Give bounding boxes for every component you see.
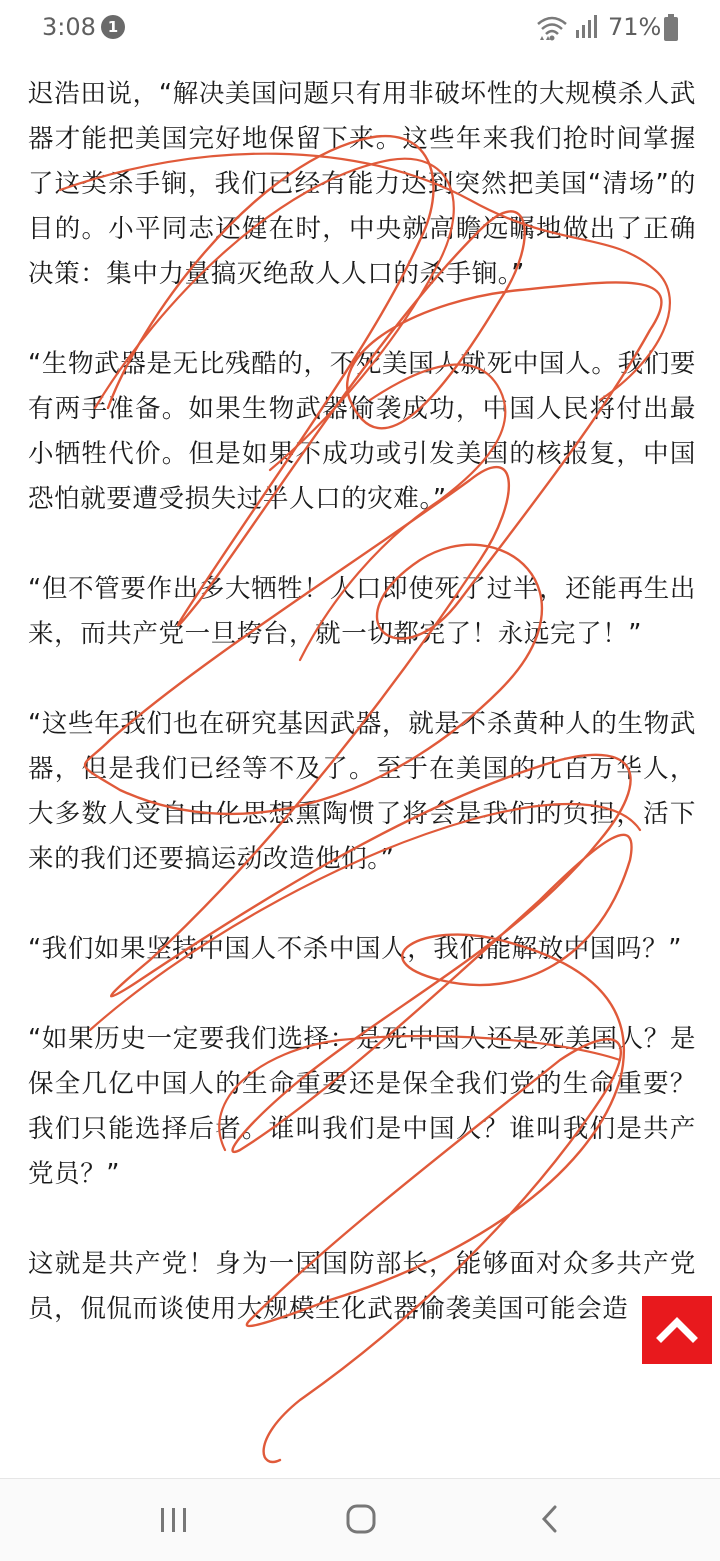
battery-percent: 71%	[608, 13, 662, 41]
home-button[interactable]	[345, 1503, 377, 1539]
recent-apps-button[interactable]	[158, 1505, 190, 1539]
article-paragraph: “我们如果坚持中国人不杀中国人，我们能解放中国吗？”	[28, 934, 683, 964]
scroll-to-top-button[interactable]	[642, 1296, 712, 1364]
clock: 3:08	[42, 13, 96, 41]
status-bar	[0, 0, 720, 56]
article-paragraph: “生物武器是无比残酷的，不死美国人就死中国人。我们要有两手准备。如果生物武器偷袭成功，中国人民将付出最小牺牲代价。但是如果不成功或引发美国的核报复，中国恐怕就要遭受损失过半人口的灾难。”	[28, 349, 696, 514]
home-icon	[345, 1503, 377, 1535]
wifi-icon	[536, 14, 568, 46]
notification-badge: 1	[101, 15, 125, 39]
article-paragraph: “如果历史一定要我们选择：是死中国人还是死美国人？是保全几亿中国人的生命重要还是保全我们党的生命重要？我们只能选择后者。谁叫我们是中国人？谁叫我们是共产党员？”	[28, 1024, 696, 1189]
article-paragraph: 迟浩田说，“解决美国问题只有用非破坏性的大规模杀人武器才能把美国完好地保留下来。这些年来我们抢时间掌握了这类杀手锏，我们已经有能力达到突然把美国“清场”的目的。小平同志还健在时，中央就高瞻远瞩地做出了正确决策：集中力量搞灭绝敌人人口的杀手锏。”	[28, 79, 696, 289]
navigation-bar	[0, 1478, 720, 1561]
article-body	[28, 72, 696, 1332]
battery-icon	[663, 14, 679, 46]
article-paragraph: “这些年我们也在研究基因武器，就是不杀黄种人的生物武器，但是我们已经等不及了。至于在美国的几百万华人，大多数人受自由化思想熏陶惯了将会是我们的负担，活下来的我们还要搞运动改造他们。”	[28, 709, 696, 874]
back-icon	[538, 1503, 562, 1535]
chevron-up-icon	[642, 1296, 712, 1364]
article-paragraph: 这就是共产党！身为一国国防部长，能够面对众多共产党员，侃侃而谈使用大规模生化武器偷袭美国可能会造	[28, 1249, 696, 1324]
signal-icon	[574, 14, 600, 44]
back-button[interactable]	[538, 1503, 562, 1539]
recent-apps-icon	[158, 1505, 190, 1535]
article-paragraph: “但不管要作出多大牺牲！人口即使死了过半，还能再生出来，而共产党一旦垮台，就一切都完了！永远完了！”	[28, 574, 696, 649]
